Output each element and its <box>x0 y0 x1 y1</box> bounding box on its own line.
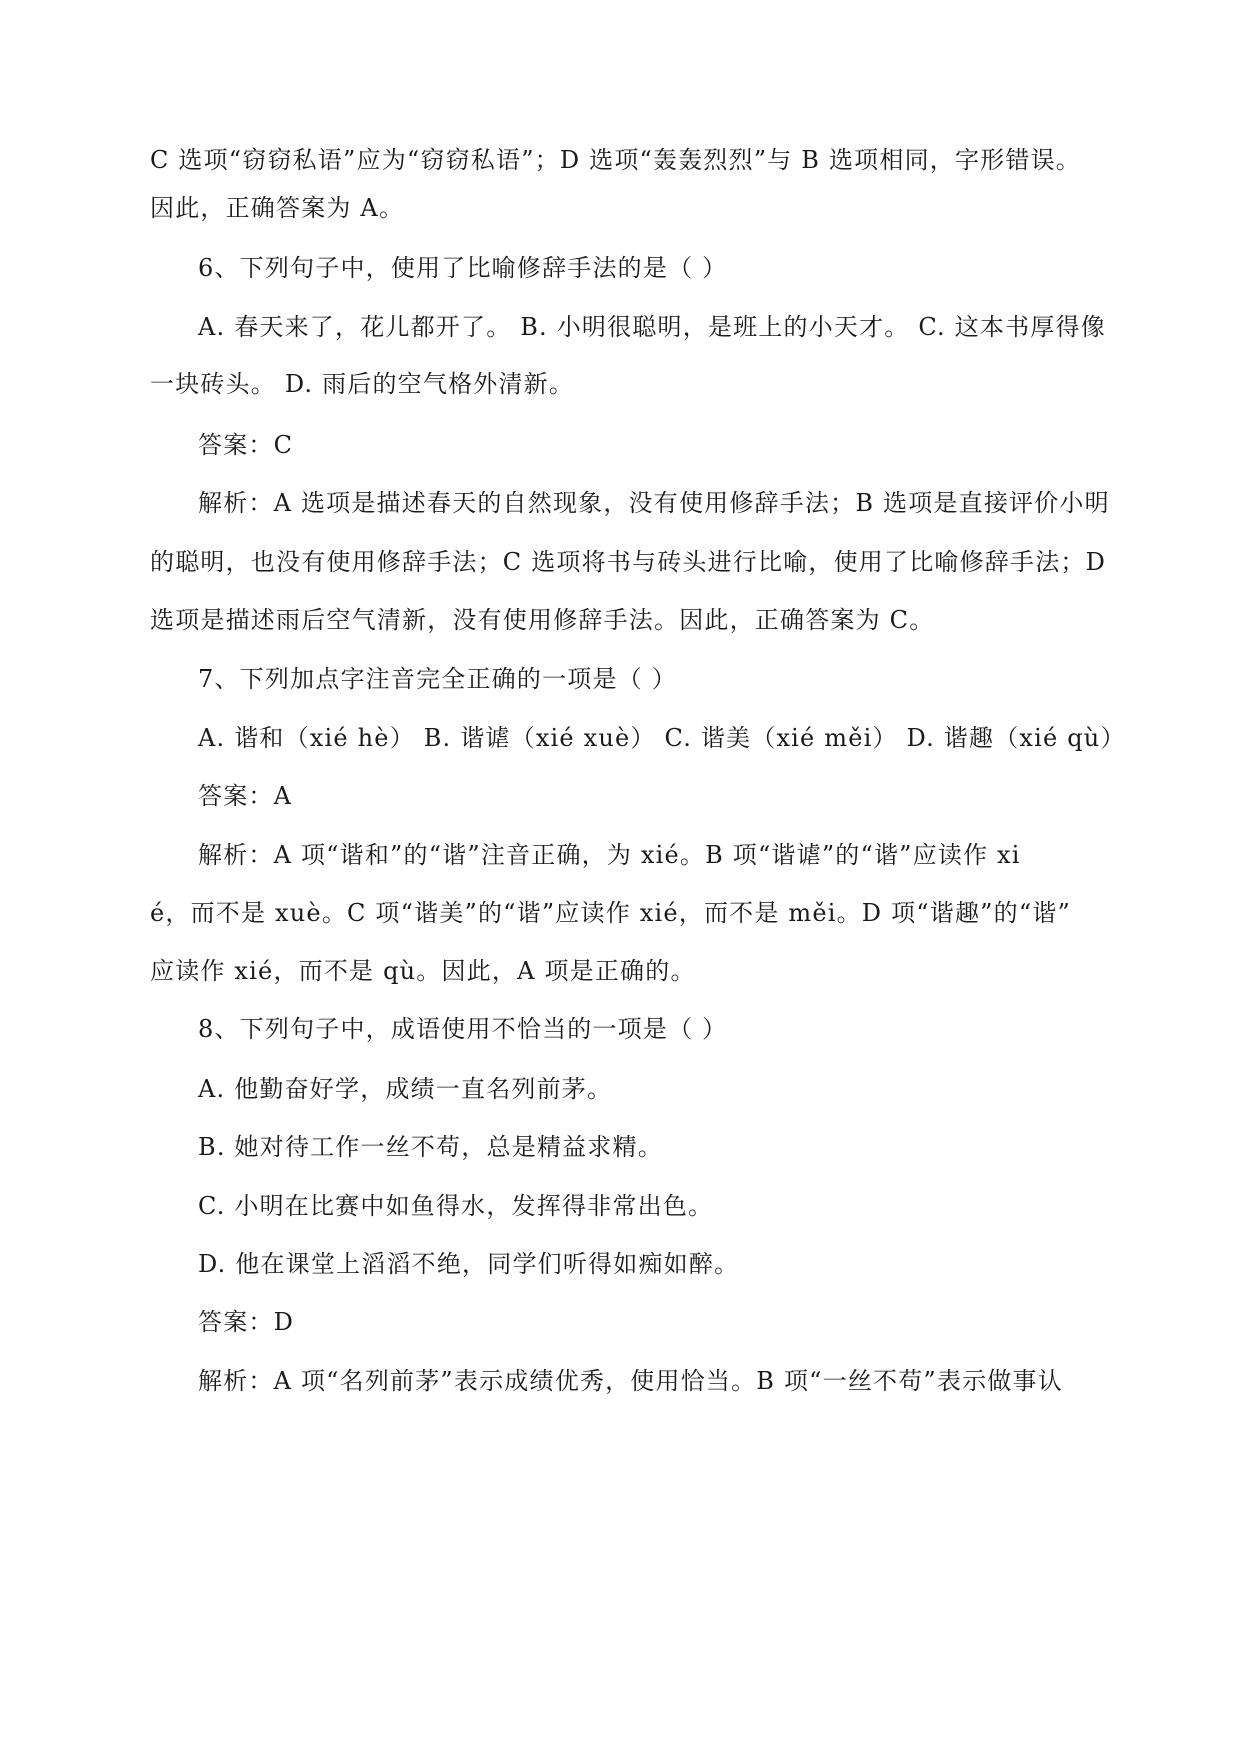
question-7-answer: 答案：A <box>198 782 293 810</box>
question-7-analysis: 解析：A 项“谐和”的“谐”注音正确，为 xié。B 项“谐谑”的“谐”应读作 xi <box>198 841 1021 869</box>
question-6-options-cont: 一块砖头。 D. 雨后的空气格外清新。 <box>150 370 575 398</box>
text-line: C 选项“窃窃私语”应为“窃窃私语”；D 选项“轰轰烈烈”与 B 选项相同，字形错误。 <box>150 146 1081 174</box>
question-7-options: A. 谐和（xié hè） B. 谐谑（xié xuè） C. 谐美（xié měi） D. 谐趣（xié qù） <box>198 724 1126 752</box>
question-6-analysis-cont: 的聪明，也没有使用修辞手法；C 选项将书与砖头进行比喻，使用了比喻修辞手法；D <box>150 548 1107 576</box>
question-8-option-c: C. 小明在比赛中如鱼得水，发挥得非常出色。 <box>198 1192 714 1220</box>
question-8-option-a: A. 他勤奋好学，成绩一直名列前茅。 <box>198 1075 613 1103</box>
question-8-analysis: 解析：A 项“名列前茅”表示成绩优秀，使用恰当。B 项“一丝不苟”表示做事认 <box>198 1367 1063 1395</box>
question-7: 7、下列加点字注音完全正确的一项是（ ） <box>198 665 677 693</box>
question-7-analysis-cont: é，而不是 xuè。C 项“谐美”的“谐”应读作 xié，而不是 měi。D 项“谐趣”的“谐” <box>150 899 1071 927</box>
question-6-analysis-cont: 选项是描述雨后空气清新，没有使用修辞手法。因此，正确答案为 C。 <box>150 606 935 634</box>
question-8-option-d: D. 他在课堂上滔滔不绝，同学们听得如痴如醉。 <box>198 1250 740 1278</box>
question-8: 8、下列句子中，成语使用不恰当的一项是（ ） <box>198 1015 728 1043</box>
question-6-answer: 答案：C <box>198 431 294 459</box>
question-6-options: A. 春天来了，花儿都开了。 B. 小明很聪明，是班上的小天才。 C. 这本书厚得像 <box>198 313 1106 341</box>
question-7-analysis-cont: 应读作 xié，而不是 qù。因此，A 项是正确的。 <box>150 957 696 985</box>
question-8-option-b: B. 她对待工作一丝不苟，总是精益求精。 <box>198 1133 663 1161</box>
text-line: 因此，正确答案为 A。 <box>150 194 405 222</box>
question-8-answer: 答案：D <box>198 1308 295 1336</box>
question-6: 6、下列句子中，使用了比喻修辞手法的是（ ） <box>198 254 728 282</box>
question-6-analysis: 解析：A 选项是描述春天的自然现象，没有使用修辞手法；B 选项是直接评价小明 <box>198 489 1110 517</box>
